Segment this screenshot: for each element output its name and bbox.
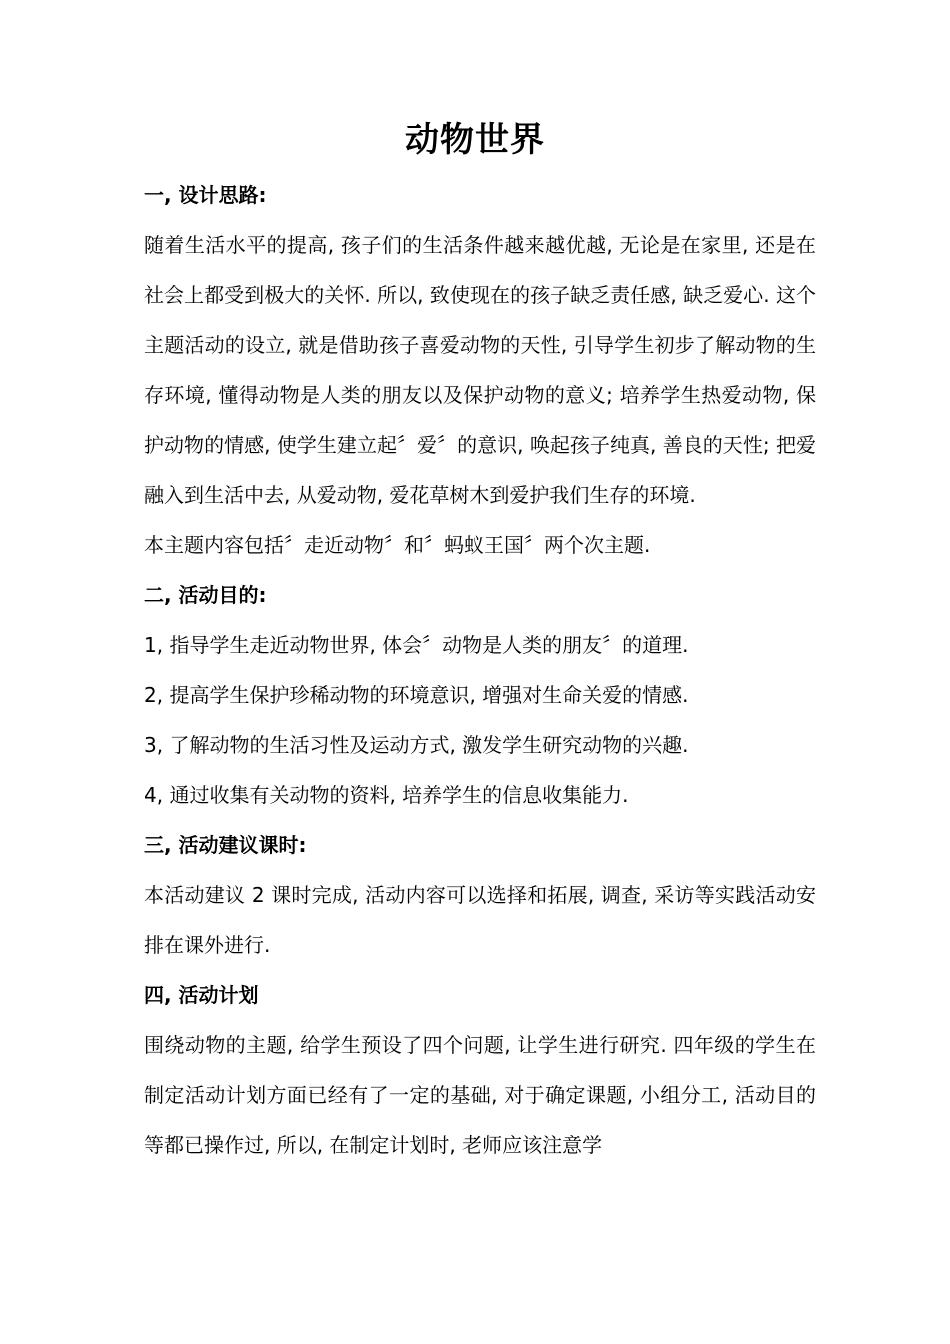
section-class-hours xyxy=(144,820,816,970)
paragraph: 围绕动物的主题, 给学生预设了四个问题, 让学生进行研究. 四年级的学生在制定活动计划方面已经有了一定的基础, 对于确定课题, 小组分工, 活动目的等都已操作过, 所以, 在制定计划时, 老师应该注意学 xyxy=(144,1033,816,1157)
section-heading: 一, 设计思路: xyxy=(144,183,267,207)
section-heading: 二, 活动目的: xyxy=(144,583,267,607)
paragraph: 本主题内容包括〞走近动物〞和〞蚂蚁王国〞两个次主题. xyxy=(144,533,651,557)
paragraph: 随着生活水平的提高, 孩子们的生活条件越来越优越, 无论是在家里, 还是在社会上都受到极大的关怀. 所以, 致使现在的孩子缺乏责任感, 缺乏爱心. 这个主题活动的设立, 就是借助孩子喜爱动物的天性, 引导学生初步了解动物的生存环境, 懂得动物是人类的朋友以及保护动物的意义; 培养学生热爱动物, 保护动物的情感, 使学生建立起〞爱〞的意识, 唤起孩子纯真, 善良的天性; 把爱融入到生活中去, 从爱动物, 爱花草树木到爱护我们生存的环境. xyxy=(144,233,816,507)
section-heading: 三, 活动建议课时: xyxy=(144,833,307,857)
document-body xyxy=(144,170,816,1170)
section-activity-goals xyxy=(144,570,816,820)
goal-item: 4, 通过收集有关动物的资料, 培养学生的信息收集能力. xyxy=(144,783,629,807)
goal-item: 1, 指导学生走近动物世界, 体会〞动物是人类的朋友〞的道理. xyxy=(144,633,689,657)
section-design-idea xyxy=(144,170,816,570)
document-title: 动物世界 xyxy=(405,120,545,160)
section-heading: 四, 活动计划 xyxy=(144,983,259,1007)
paragraph: 本活动建议 2 课时完成, 活动内容可以选择和拓展, 调查, 采访等实践活动安排在课外进行. xyxy=(144,883,816,957)
goal-item: 3, 了解动物的生活习性及运动方式, 激发学生研究动物的兴趣. xyxy=(144,733,689,757)
goal-item: 2, 提高学生保护珍稀动物的环境意识, 增强对生命关爱的情感. xyxy=(144,683,689,707)
section-activity-plan xyxy=(144,970,816,1170)
